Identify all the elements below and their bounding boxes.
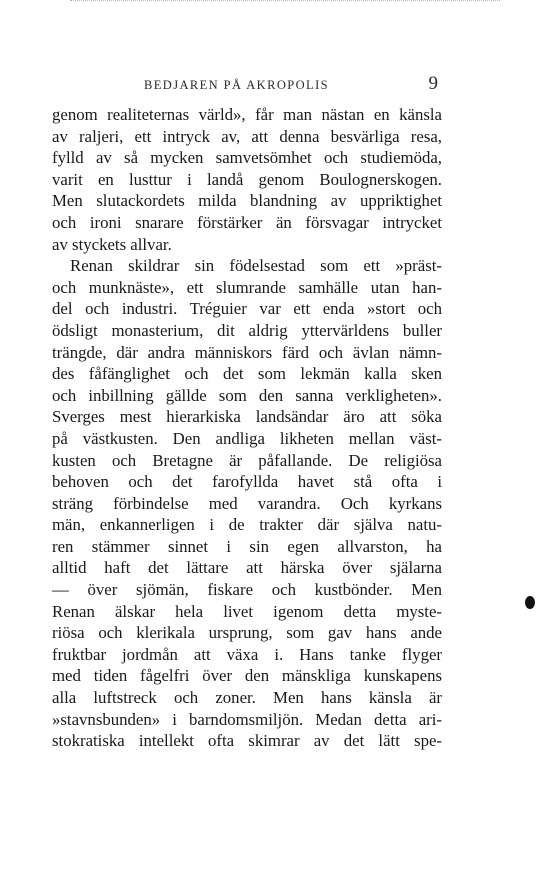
text-line: av styckets allvar.: [52, 234, 172, 254]
text-line: alla luftstreck och zoner. Men hans känsla är: [52, 688, 442, 708]
text-line: med tiden fågelfri över den mänskliga kunskapens: [52, 666, 442, 686]
text-line: »stavnsbunden» i barndomsmiljön. Medan detta ari-: [52, 709, 442, 729]
text-line: des fåfänglighet och det som lekmän kalla sken: [52, 364, 442, 384]
margin-ink-dot: [525, 596, 535, 609]
text-line: ödsligt monasterium, dit aldrig yttervärldens buller: [52, 320, 442, 340]
text-line: Renan skildrar sin födelsestad som ett »präst-: [70, 256, 442, 276]
text-line: — över sjömän, fiskare och kustbönder. Men: [52, 580, 442, 600]
text-line: fruktbar jordmån att växa i. Hans tanke flyger: [52, 644, 442, 664]
text-line: genom realiteternas värld», får man nästan en känsla: [52, 105, 442, 124]
body-text: [52, 104, 442, 752]
text-line: Sverges mest hierarkiska landsändar äro att söka: [52, 407, 442, 427]
text-line: Men slutackordets milda blandning av uppriktighet: [52, 191, 442, 211]
running-title: BEDJAREN PÅ AKROPOLIS: [144, 78, 329, 92]
text-line: del och industri. Tréguier var ett enda »stort och: [52, 299, 442, 319]
text-line: varit en lusttur i landå genom Boulognerskogen.: [52, 169, 442, 189]
text-line: ren stämmer sinnet i sin egen allvarston, ha: [52, 536, 442, 556]
text-line: Renan älskar hela livet igenom detta myste-: [52, 601, 442, 621]
text-line: kusten och Bretagne är påfallande. De religiösa: [52, 450, 442, 470]
text-line: behoven och det farofyllda havet stå ofta i: [52, 472, 442, 492]
text-line: riösa och klerikala ursprung, som gav hans ande: [52, 623, 442, 643]
text-line: män, enkannerligen i de trakter där själva natu-: [52, 515, 442, 535]
text-line: fylld av så mycken samvetsömhet och studiemöda,: [52, 148, 442, 168]
text-line: alltid haft det lättare att härska över själarna: [52, 558, 442, 578]
text-line: och ironi snarare förstärker än försvagar intrycket: [52, 212, 442, 232]
text-line: på västkusten. Den andliga likheten mellan väst-: [52, 428, 442, 448]
text-line: trängde, där andra människors färd och ävlan nämn-: [52, 342, 442, 362]
page-number: 9: [428, 73, 438, 94]
text-line: och munknäste», ett slumrande samhälle utan han-: [52, 277, 442, 297]
text-line: och inbillning gällde som den sanna verkligheten».: [52, 385, 442, 405]
page-header: [52, 73, 442, 98]
text-line: sträng förbindelse med varandra. Och kyrkans: [52, 493, 442, 513]
page-top-edge: [70, 0, 500, 3]
text-line: av raljeri, ett intryck av, att denna besvärliga resa,: [52, 126, 442, 146]
text-line: stokratiska intellekt ofta skimrar av det lätt spe-: [52, 731, 442, 751]
